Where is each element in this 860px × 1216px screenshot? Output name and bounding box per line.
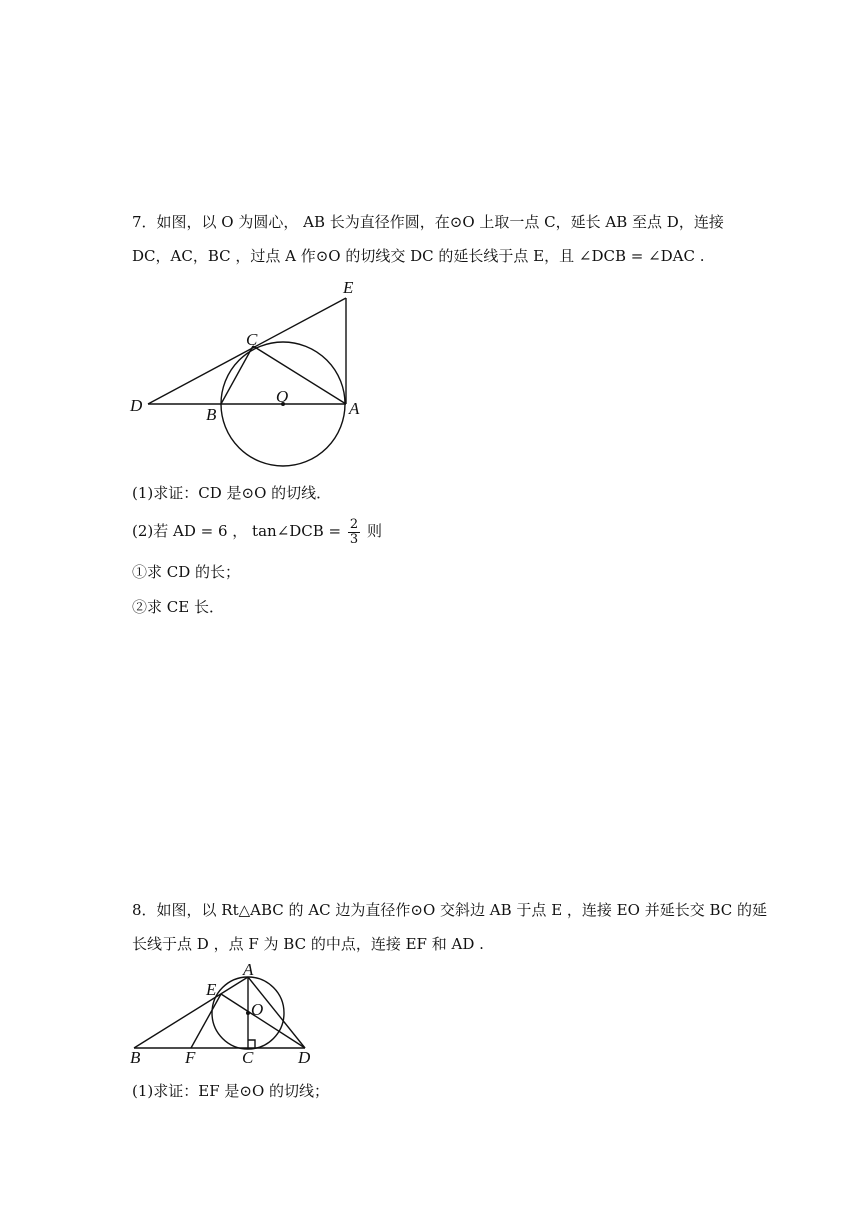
q7-label-B: B [206,405,217,424]
q8-label-C: C [242,1048,254,1067]
q8-label-D: D [298,1048,311,1067]
q7-label-A: A [349,399,360,418]
q7-label-C: C [246,330,258,349]
q7-sub1: ①求 CD 的长； [132,563,241,581]
q8-line-BA [134,977,248,1048]
q7-stem-line2: DC，AC，BC ，过点 A 作⊙O 的切线交 DC 的延长线于点 E，且 ∠DCB = ∠DAC . [132,247,705,265]
q7-fraction-den: 3 [349,531,359,547]
q7-line-BC [221,346,253,404]
q8-stem-line2: 长线于点 D ，点 F 为 BC 的中点，连接 EF 和 AD . [132,935,484,953]
q7-label-O: O [276,387,289,406]
q8-label-A: A [243,960,254,979]
q7-fraction [348,518,360,547]
q7-stem-line1: 7．如图，以 O 为圆心， AB 长为直径作圆，在⊙O 上取一点 C，延长 AB 至点 D，连接 [132,213,724,231]
q7-part2-suffix: 则 [366,522,382,540]
q7-part2-prefix: (2)若 AD = 6 ， tan∠DCB = [132,522,342,540]
q7-figure [120,275,380,475]
q8-line-EF [191,994,221,1048]
q7-part2 [132,516,382,547]
q8-label-B: B [130,1048,141,1067]
q8-label-O: O [251,1000,264,1019]
q7-part1: (1)求证：CD 是⊙O 的切线． [132,484,332,502]
q7-fraction-num: 2 [349,516,359,532]
q8-right-angle-mark [248,1040,255,1048]
q8-part1: (1)求证：EF 是⊙O 的切线； [132,1082,330,1100]
q8-label-E: E [206,980,217,999]
q7-label-D: D [130,396,143,415]
q8-center-dot [246,1011,250,1015]
q7-sub2: ②求 CE 长． [132,598,224,616]
q7-line-CA [253,346,346,404]
q7-label-E: E [343,278,354,297]
q8-stem-line1: 8．如图，以 Rt△ABC 的 AC 边为直径作⊙O 交斜边 AB 于点 E ，连接 EO 并延长交 BC 的延 [132,901,768,919]
q8-label-F: F [185,1048,196,1067]
q8-figure [120,960,330,1070]
